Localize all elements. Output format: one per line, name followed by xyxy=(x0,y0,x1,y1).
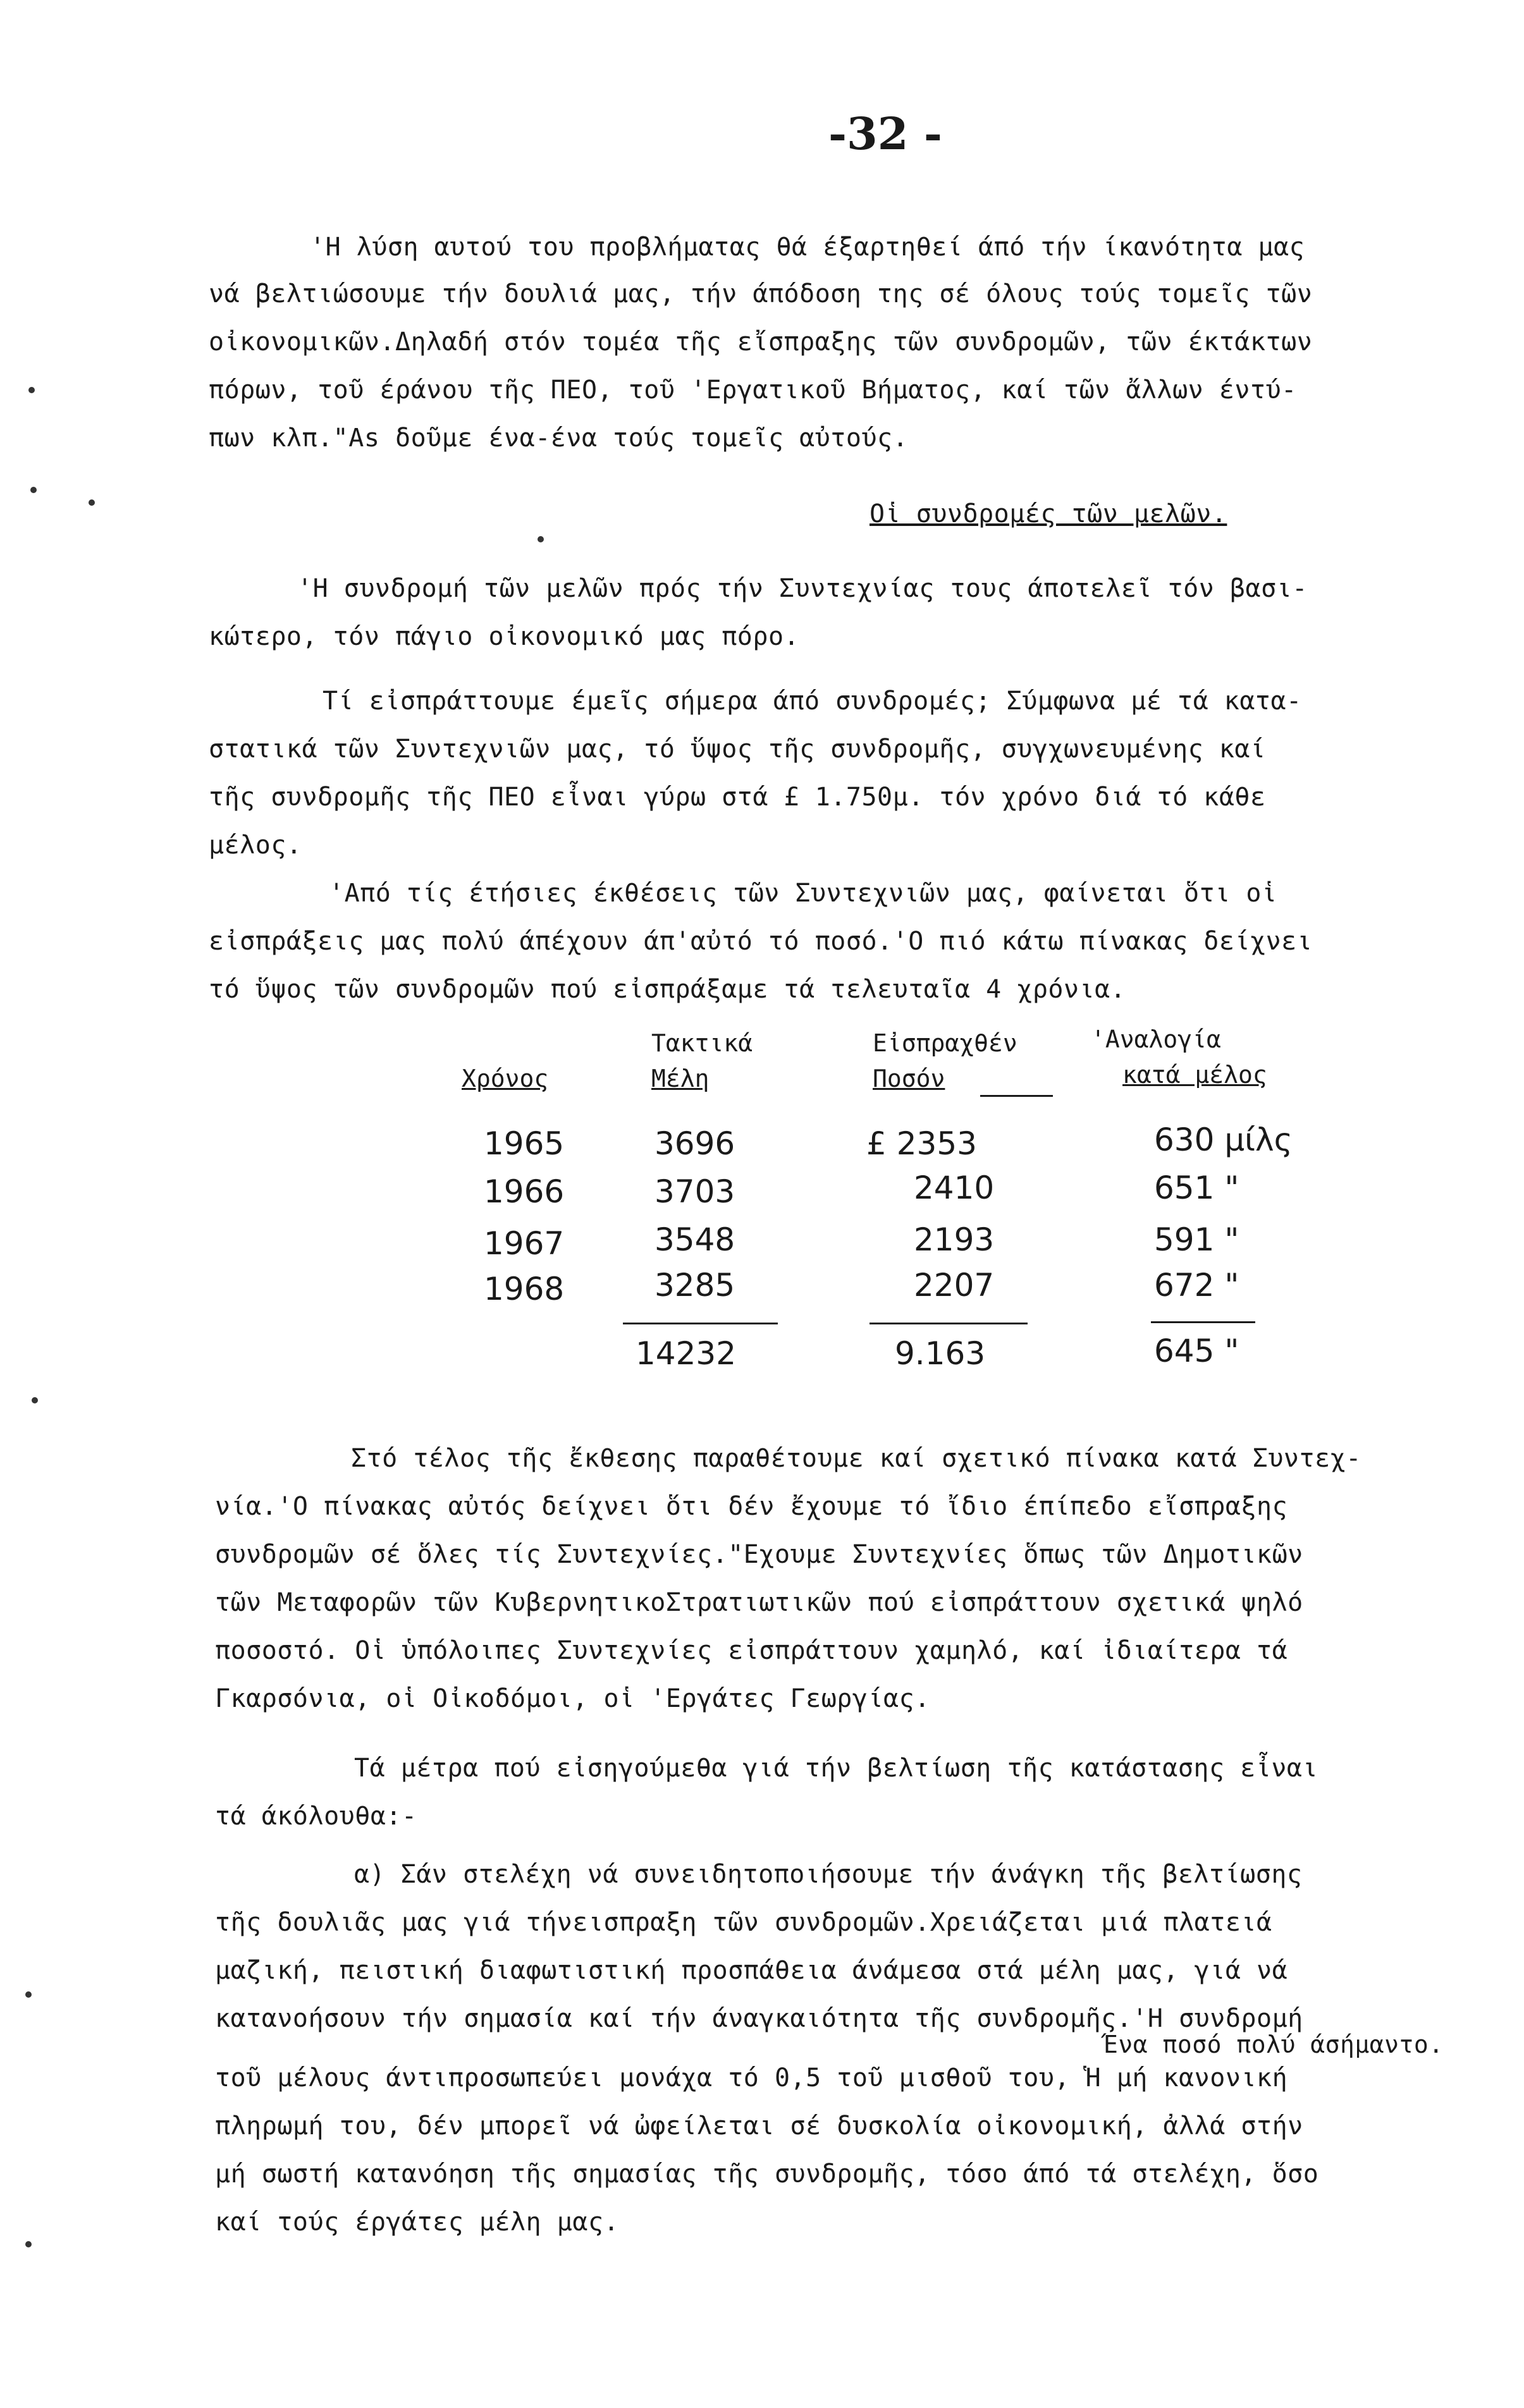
scan-speck xyxy=(89,499,95,506)
header-ratio-line1: 'Αναλογία xyxy=(1091,1025,1221,1053)
paragraph7-line: καί τούς έργάτες μέλη μας. xyxy=(215,2208,620,2237)
header-members-line2: Μέλη xyxy=(651,1065,710,1092)
table-cell-ratio: 630 μίλς xyxy=(1154,1121,1293,1158)
table-cell-collected: 2207 xyxy=(914,1267,995,1304)
paragraph3-line: μέλος. xyxy=(209,831,302,860)
table-cell-collected: 2410 xyxy=(914,1170,995,1206)
paragraph6-line: Τά μέτρα πού εἰσηγούμεθα γιά τήν βελτίωση τῆς κατάστασης εἶναι xyxy=(354,1754,1318,1783)
table-cell-members: 3703 xyxy=(654,1173,735,1210)
paragraph6-line: τά άκόλουθα:- xyxy=(215,1802,417,1831)
paragraph3-line: τῆς συνδρομῆς τῆς ΠΕΟ εἶναι γύρω στά £ 1.750μ. τόν χρόνο διά τό κάθε xyxy=(209,783,1266,812)
paragraph7-line: τοῦ μέλους άντιπροσωπεύει μονάχα τό 0,5 τοῦ μισθοῦ του, Ἡ μή κανονική xyxy=(215,2063,1288,2093)
paragraph3-line: Τί εἰσπράττουμε έμεῖς σήμερα άπό συνδρομές; Σύμφωνα μέ τά κατα- xyxy=(323,687,1302,716)
paragraph5-line: ποσοστό. Οἱ ὑπόλοιπες Συντεχνίες εἰσπράττουν χαμηλό, καί ἰδιαίτερα τά xyxy=(215,1636,1288,1665)
paragraph7-line: μή σωστή κατανόηση τῆς σημασίας τῆς συνδρομῆς, τόσο άπό τά στελέχη, ὅσο xyxy=(215,2160,1319,2189)
table-cell-collected: 2193 xyxy=(914,1221,995,1258)
sum-rule-ratio xyxy=(1151,1321,1255,1323)
table-total-ratio: 645 " xyxy=(1154,1333,1239,1369)
header-members-line1: Τακτικά xyxy=(651,1029,753,1057)
scan-speck xyxy=(25,1991,32,1998)
table-cell-ratio: 651 " xyxy=(1154,1170,1239,1206)
scan-speck xyxy=(25,2241,32,2247)
paragraph2-line: κώτερο, τόν πάγιο οἰκονομικό μας πόρο. xyxy=(209,622,800,651)
paragraph4-line: εἰσπράξεις μας πολύ άπέχουν άπ'αὐτό τό ποσό.'Ο πιό κάτω πίνακας δείχνει xyxy=(209,927,1313,956)
table-cell-ratio: 672 " xyxy=(1154,1267,1239,1304)
paragraph5-line: Γκαρσόνια, οἱ Οἰκοδόμοι, οἱ 'Εργάτες Γεωργίας. xyxy=(215,1684,930,1713)
table-cell-members: 3285 xyxy=(654,1267,735,1304)
table-cell-year: 1965 xyxy=(484,1125,565,1162)
paragraph7-line: μαζική, πειστική διαφωτιστική προσπάθεια άνάμεσα στά μέλη μας, γιά νά xyxy=(215,1956,1288,1985)
paragraph1-line: 'Η λύση αυτού του προβλήματας θά έξαρτηθεί άπό τήν ίκανότητα μας xyxy=(310,233,1305,262)
table-cell-year: 1966 xyxy=(484,1173,565,1210)
paragraph1-line: πων κλπ."Αs δοῦμε ένα-ένα τούς τομεῖς αὐτούς. xyxy=(209,424,909,453)
paragraph5-line: τῶν Μεταφορῶν τῶν ΚυβερνητικοΣτρατιωτικῶν πού εἰσπράττουν σχετικά ψηλό xyxy=(215,1588,1303,1617)
table-cell-members: 3696 xyxy=(654,1125,735,1162)
header-year: Χρόνος xyxy=(462,1065,549,1092)
scan-speck xyxy=(28,387,35,393)
paragraph7-line: α) Σάν στελέχη νά συνειδητοποιήσουμε τήν άνάγκη τῆς βελτίωσης xyxy=(354,1860,1303,1889)
scan-speck xyxy=(32,1397,38,1403)
header-ratio-line2: κατά μέλος xyxy=(1122,1061,1267,1089)
paragraph1-line: οἰκονομικῶν.Δηλαδή στόν τομέα τῆς εἴσπραξης τῶν συνδρομῶν, τῶν έκτάκτων xyxy=(209,327,1313,357)
header-rule xyxy=(980,1095,1053,1097)
paragraph2-line: 'Η συνδρομή τῶν μελῶν πρός τήν Συντεχνίας τους άποτελεῖ τόν βασι- xyxy=(297,574,1308,603)
table-cell-members: 3548 xyxy=(654,1221,735,1258)
page-number: -32 - xyxy=(828,107,942,160)
paragraph5-line: νία.'Ο πίνακας αὐτός δείχνει ὅτι δέν ἔχουμε τό ἴδιο έπίπεδο εἴσπραξης xyxy=(215,1492,1288,1521)
paragraph7-line: τῆς δουλιᾶς μας γιά τήνεισπραξη τῶν συνδρομῶν.Χρειάζεται μιά πλατειά xyxy=(215,1908,1272,1937)
paragraph4-line: τό ὕψος τῶν συνδρομῶν πού εἰσπράξαμε τά τελευταῖα 4 χρόνια. xyxy=(209,975,1126,1004)
table-cell-collected: £ 2353 xyxy=(866,1125,977,1162)
scan-speck xyxy=(538,536,544,542)
paragraph7-line: κατανοήσουν τήν σημασία καί τήν άναγκαιότητα τῆς συνδρομῆς.'Η συνδρομή xyxy=(215,2004,1303,2033)
section-title: Οἱ συνδρομές τῶν μελῶν. xyxy=(870,499,1227,529)
inserted-note: Ένα ποσό πολύ άσήμαντο. xyxy=(1103,2031,1444,2058)
table-total-members: 14232 xyxy=(636,1335,737,1372)
paragraph1-line: νά βελτιώσουμε τήν δουλιά μας, τήν άπόδοση της σέ όλους τούς τομεῖς τῶν xyxy=(209,279,1313,309)
sum-rule-collected xyxy=(870,1323,1028,1324)
header-collected-line2: Ποσόν xyxy=(873,1065,945,1092)
scan-speck xyxy=(30,487,37,493)
paragraph1-line: πόρων, τοῦ έράνου τῆς ΠΕΟ, τοῦ 'Εργατικοῦ Βήματος, καί τῶν ἄλλων έντύ- xyxy=(209,376,1297,405)
table-cell-ratio: 591 " xyxy=(1154,1221,1239,1258)
table-cell-year: 1967 xyxy=(484,1225,565,1262)
table-cell-year: 1968 xyxy=(484,1271,565,1307)
header-collected-line1: Εἰσπραχθέν xyxy=(873,1029,1017,1057)
paragraph3-line: στατικά τῶν Συντεχνιῶν μας, τό ὕψος τῆς συνδρομῆς, συγχωνευμένης καί xyxy=(209,735,1266,764)
paragraph5-line: Στό τέλος τῆς ἔκθεσης παραθέτουμε καί σχετικό πίνακα κατά Συντεχ- xyxy=(351,1444,1361,1473)
paragraph4-line: 'Από τίς έτήσιες έκθέσεις τῶν Συντεχνιῶν μας, φαίνεται ὅτι οἱ xyxy=(329,879,1277,908)
paragraph7-line: πληρωμή του, δέν μπορεῖ νά ὠφείλεται σέ δυσκολία οἰκονομική, ἀλλά στήν xyxy=(215,2112,1303,2141)
sum-rule-members xyxy=(623,1323,778,1324)
paragraph5-line: συνδρομῶν σέ ὅλες τίς Συντεχνίες."Εχουμε Συντεχνίες ὅπως τῶν Δημοτικῶν xyxy=(215,1540,1303,1569)
table-total-collected: 9.163 xyxy=(895,1335,986,1372)
